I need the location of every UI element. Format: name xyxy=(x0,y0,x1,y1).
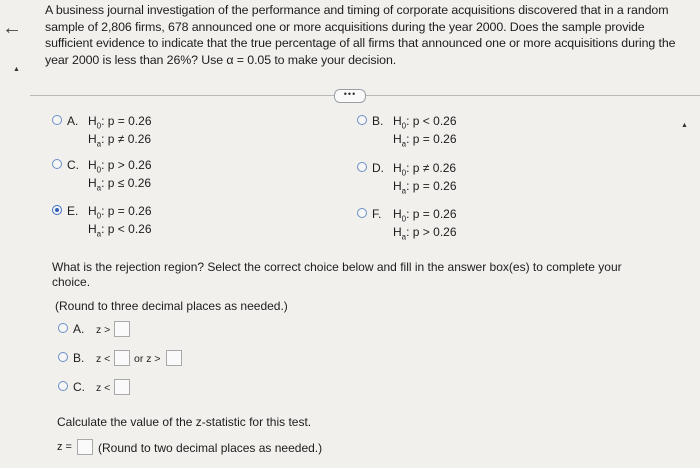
answer-box-b-lower[interactable] xyxy=(114,350,130,366)
radio-icon[interactable] xyxy=(58,381,68,391)
zstat-answer-box[interactable] xyxy=(77,439,93,455)
radio-icon[interactable] xyxy=(52,115,62,125)
hypothesis-choice-a[interactable]: A. $H_0$: p = 0.26 $H_a$: p ≠ 0.26 xyxy=(52,113,252,149)
back-arrow-icon[interactable]: ← xyxy=(2,17,22,39)
radio-icon[interactable] xyxy=(357,208,367,218)
collapse-caret-icon[interactable]: ▲ xyxy=(13,66,20,73)
radio-icon[interactable] xyxy=(357,115,367,125)
question-text: A business journal investigation of the performance and timing of corporate acquisitions discovered that in a random sample of 2,806 firms, 678 announced one or more acquisitions during the year 2000. Does the sample provide sufficient evidence to indicate that the true percentage of all firms that announced one or more acquisitions during the year 2000 is less than 26%? Use α = 0.05 to make your decision. xyxy=(45,3,676,67)
rejection-region-prompt: What is the rejection region? Select the correct choice below and fill in the answer box(es) to complete your choice. xyxy=(52,260,622,289)
hypothesis-choice-f[interactable]: F. $H_0$: p = 0.26 $H_a$: p > 0.26 xyxy=(357,206,557,242)
rejection-option-a[interactable]: A. z > xyxy=(58,321,178,341)
round-note: (Round to three decimal places as needed.) xyxy=(55,299,288,313)
zstat-round-note: (Round to two decimal places as needed.) xyxy=(98,441,323,455)
radio-icon[interactable] xyxy=(52,159,62,169)
hypothesis-choice-c[interactable]: C. $H_0$: p > 0.26 $H_a$: p ≤ 0.26 xyxy=(52,157,252,193)
radio-icon[interactable] xyxy=(58,323,68,333)
zstat-label: z = xyxy=(57,441,72,453)
rejection-option-c[interactable]: C. z < xyxy=(58,379,178,399)
more-button[interactable]: ••• xyxy=(334,89,366,103)
answer-box-a[interactable] xyxy=(114,321,130,337)
radio-icon[interactable] xyxy=(357,162,367,172)
scroll-up-caret-icon[interactable]: ▲ xyxy=(681,122,688,129)
hypothesis-choice-d[interactable]: D. $H_0$: p ≠ 0.26 $H_a$: p = 0.26 xyxy=(357,160,557,196)
answer-box-b-upper[interactable] xyxy=(166,350,182,366)
radio-icon[interactable] xyxy=(58,352,68,362)
answer-box-c[interactable] xyxy=(114,379,130,395)
hypothesis-choice-b[interactable]: B. $H_0$: p < 0.26 $H_a$: p = 0.26 xyxy=(357,113,557,149)
radio-selected-icon[interactable] xyxy=(52,205,62,215)
rejection-option-b[interactable]: B. z < or z > xyxy=(58,350,198,370)
hypothesis-choice-e[interactable]: E. $H_0$: p = 0.26 $H_a$: p < 0.26 xyxy=(52,203,252,239)
zstat-prompt: Calculate the value of the z-statistic for this test. xyxy=(57,415,312,429)
